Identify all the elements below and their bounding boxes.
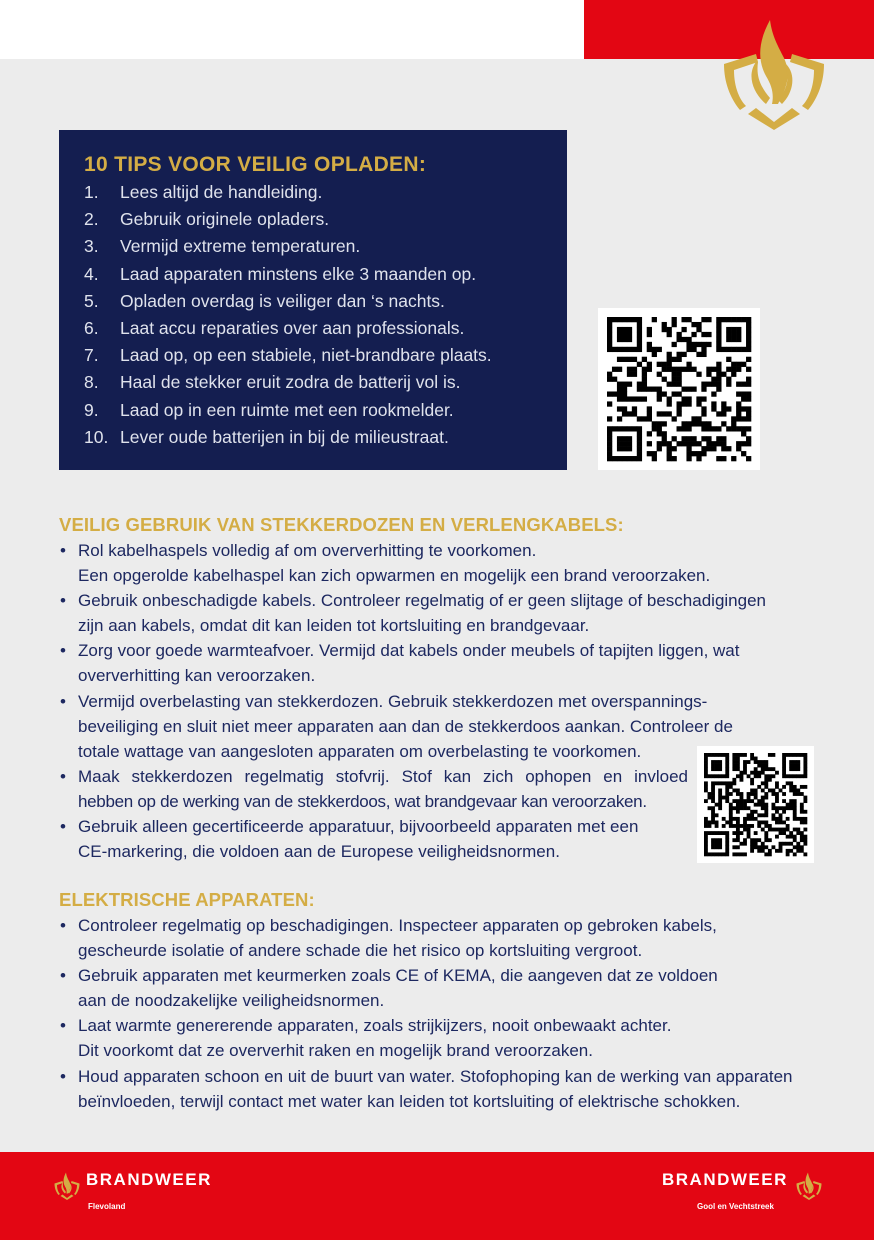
brandweer-flevoland-logo-icon: [54, 1170, 80, 1202]
bullet-item: [59, 1064, 819, 1114]
bullet-item: [59, 638, 819, 688]
tip-number: 9.: [84, 399, 99, 420]
section-title: VEILIG GEBRUIK VAN STEKKERDOZEN EN VERLENGKABELS:: [59, 514, 624, 535]
bullet-line: CE-markering, die voldoen aan de Europese veiligheidsnormen.: [78, 842, 560, 862]
bullet-line: • Gebruik apparaten met keurmerken zoals CE of KEMA, die aangeven dat ze voldoen: [78, 966, 718, 986]
section-power-strips: [59, 512, 819, 864]
tip-number: 6.: [84, 318, 99, 339]
bullet-line: • Gebruik alleen gecertificeerde apparatuur, bijvoorbeeld apparaten met een: [78, 817, 639, 837]
tip-item: [84, 179, 567, 206]
tip-item: [84, 424, 567, 451]
tip-item: [84, 342, 567, 369]
tip-text: Laad apparaten minstens elke 3 maanden op.: [120, 263, 477, 284]
brandweer-logo-icon: [722, 18, 826, 130]
charging-tips-box: [59, 130, 567, 470]
bullet-item: [59, 814, 819, 864]
tips-list: [84, 179, 567, 451]
bullet-line: totale wattage van aangesloten apparaten om overbelasting te voorkomen.: [78, 741, 642, 761]
tip-item: [84, 315, 567, 342]
tip-text: Laad op in een ruimte met een rookmelder.: [120, 399, 454, 420]
tip-item: [84, 261, 567, 288]
tip-text: Haal de stekker eruit zodra de batterij vol is.: [120, 372, 461, 393]
bullet-line: beïnvloeden, terwijl contact met water kan leiden tot kortsluiting of elektrische schokken.: [78, 1091, 741, 1111]
bullet-line: oververhitting kan veroorzaken.: [78, 666, 316, 686]
tip-text: Lever oude batterijen in bij de milieustraat.: [120, 426, 449, 447]
bullet-line: • Maak stekkerdozen regelmatig stofvrij. Stof kan zich ophopen en invloed: [78, 766, 688, 786]
tip-text: Vermijd extreme temperaturen.: [120, 236, 361, 257]
footer: [0, 1152, 874, 1240]
tip-text: Laad op, op een stabiele, niet-brandbare plaats.: [120, 345, 492, 366]
bullet-line: • Laat warmte genererende apparaten, zoals strijkijzers, nooit onbewaakt achter.: [78, 1016, 672, 1036]
bullet-item: [59, 538, 819, 588]
bullet-line: • Gebruik onbeschadigde kabels. Controleer regelmatig of er geen slijtage of beschadigingen: [78, 591, 766, 611]
tip-number: 4.: [84, 263, 99, 284]
qr-code[interactable]: [598, 308, 760, 470]
footer-region-left: Flevoland: [88, 1202, 126, 1211]
tip-item: [84, 397, 567, 424]
tip-number: 1.: [84, 182, 99, 202]
tip-text: Lees altijd de handleiding.: [120, 182, 323, 202]
tip-text: Opladen overdag is veiliger dan ‘s nachts.: [120, 290, 445, 311]
section-title: ELEKTRISCHE APPARATEN:: [59, 889, 315, 910]
bullet-line: gescheurde isolatie of andere schade die het risico op kortsluiting vergroot.: [78, 941, 643, 961]
bullet-line: • Rol kabelhaspels volledig af om oververhitting te voorkomen.: [78, 541, 537, 560]
footer-brand-left: BRANDWEER: [86, 1170, 212, 1189]
footer-region-right: Gool en Vechtstreek: [697, 1202, 774, 1211]
bullet-item: [59, 963, 819, 1013]
bullet-line: aan de noodzakelijke veiligheidsnormen.: [78, 991, 385, 1011]
tip-number: 5.: [84, 290, 99, 311]
tip-number: 8.: [84, 372, 99, 393]
tip-number: 7.: [84, 345, 99, 366]
bullet-line: hebben op de werking van de stekkerdoos, wat brandgevaar kan veroorzaken.: [78, 791, 647, 811]
section-electrical-appliances: [59, 887, 819, 1114]
bullet-line: • Controleer regelmatig op beschadigingen. Inspecteer apparaten op gebroken kabels,: [78, 916, 717, 935]
bullet-line: Een opgerolde kabelhaspel kan zich opwarmen en mogelijk een brand veroorzaken.: [78, 566, 711, 586]
tip-item: [84, 288, 567, 315]
bullet-line: • Vermijd overbelasting van stekkerdozen. Gebruik stekkerdozen met overspannings-: [78, 691, 708, 711]
bullet-item: [59, 913, 819, 963]
qr-pattern: [598, 308, 760, 470]
tip-text: Gebruik originele opladers.: [120, 209, 330, 230]
tip-number: 10.: [84, 426, 109, 447]
tip-item: [84, 369, 567, 396]
bullet-line: • Houd apparaten schoon en uit de buurt van water. Stofophoping kan de werking van apparaten: [78, 1066, 793, 1086]
bullet-line: beveiliging en sluit niet meer apparaten aan dan de stekkerdoos aankan. Controleer de: [78, 716, 733, 736]
tip-number: 2.: [84, 209, 99, 230]
tip-item: [84, 233, 567, 260]
header-white-band: [0, 0, 584, 59]
bullet-item: [59, 764, 819, 814]
bullet-item: [59, 588, 819, 638]
bullet-line: • Zorg voor goede warmteafvoer. Vermijd dat kabels onder meubels of tapijten liggen, wat: [78, 641, 740, 661]
tips-title: 10 TIPS VOOR VEILIG OPLADEN:: [84, 153, 427, 176]
bullet-line: zijn aan kabels, omdat dit kan leiden tot kortsluiting en brandgevaar.: [78, 616, 590, 636]
bullet-line: Dit voorkomt dat ze oververhit raken en mogelijk brand veroorzaken.: [78, 1041, 593, 1061]
footer-brand-right: BRANDWEER: [662, 1170, 788, 1189]
brandweer-gooi-logo-icon: [796, 1170, 822, 1202]
tip-text: Laat accu reparaties over aan professionals.: [120, 318, 465, 339]
tip-number: 3.: [84, 236, 99, 257]
bullet-item: [59, 689, 819, 764]
tip-item: [84, 206, 567, 233]
bullet-item: [59, 1013, 819, 1063]
